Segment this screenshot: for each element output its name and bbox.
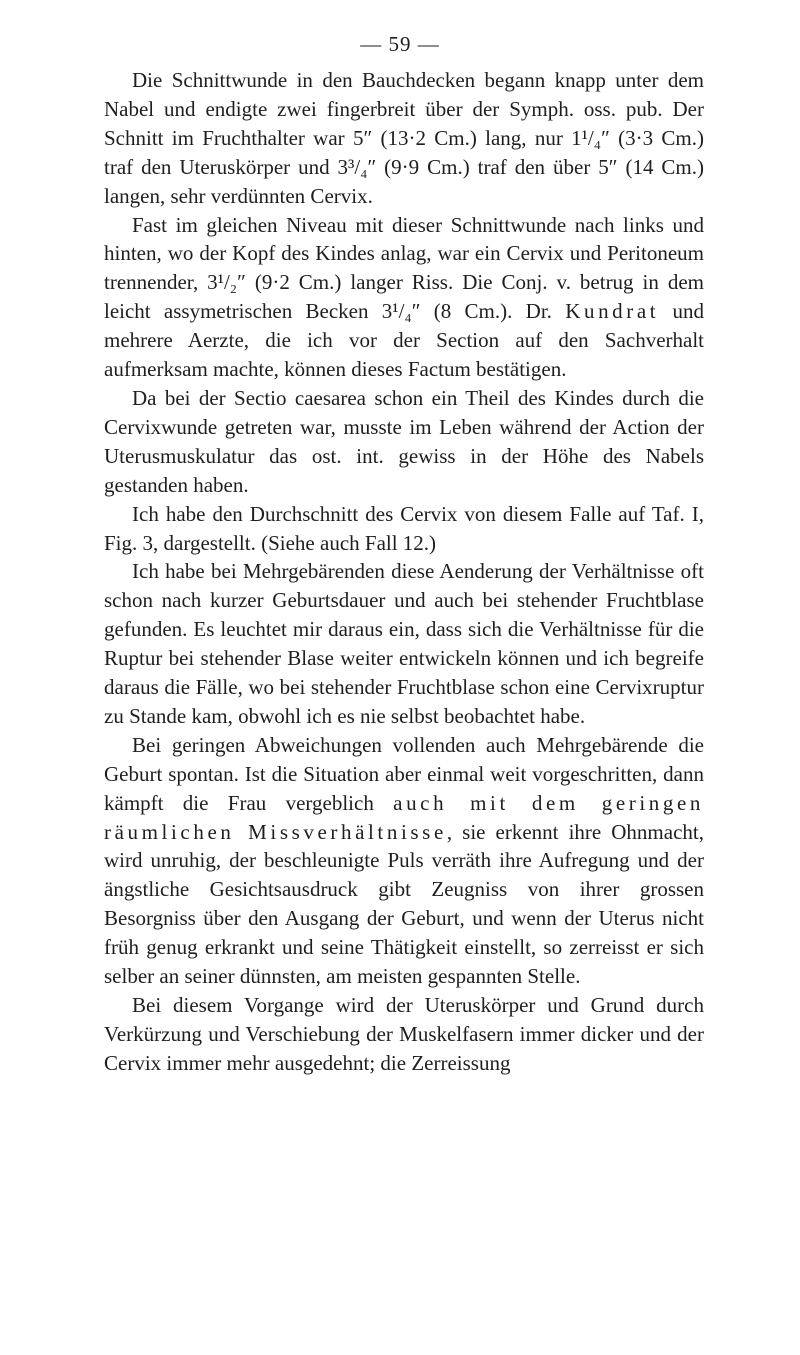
paragraph <box>104 557 704 730</box>
paragraph <box>104 66 704 211</box>
paragraph <box>104 731 704 991</box>
emphasized-phrase: auch mit dem geringen räumlichen Missverhältnisse <box>104 790 704 844</box>
paragraph <box>104 384 704 500</box>
text-run: Bei diesem Vorgange wird der Uteruskörper und Grund durch Verkürzung und Verschiebung der Muskelfasern immer dicker und der Cervix immer mehr ausgedehnt; die Zerreissung <box>104 993 704 1075</box>
emphasized-name: Kundrat <box>565 299 660 324</box>
text-run: und mehrere Aerzte, die ich vor der Section auf den Sachverhalt aufmerksam machte, können dieses Factum bestätigen. <box>104 299 705 382</box>
text-run: , sie erkennt ihre Ohnmacht, wird unruhig, der beschleunigte Puls verräth ihre Aufregung und der ängstliche Gesichtsausdruck gibt Zeugniss von ihrer grossen Besorgniss über den Ausgang der Geburt, und wenn der Uterus nicht früh genug erkrankt und seine Thätigkeit einstellt, so zerreisst er sich selber an seiner dünnsten, am meisten gespannten Stelle. <box>104 819 704 989</box>
text-run: Die Schnittwunde in den Bauchdecken begann knapp unter dem Nabel und endigte zwei fingerbreit über der Symph. oss. pub. Der Schnitt im Fruchthalter war 5″ (13·2 Cm.) lang, nur 1¹/₄″ (3·3 Cm.) traf den Uteruskörper und 3³/₄″ (9·9 Cm.) traf den über 5″ (14 Cm.) langen, sehr verdünnten Cervix. <box>104 68 704 208</box>
text-run: Bei geringen Abweichungen vollenden auch Mehrgebärende die Geburt spontan. Ist die Situation aber einmal weit vorgeschritten, dann kämpft die Frau vergeblich <box>104 732 704 815</box>
text-run: Ich habe bei Mehrgebärenden diese Aenderung der Verhältnisse oft schon nach kurzer Geburtsdauer und auch bei stehender Fruchtblase gefunden. Es leuchtet mir daraus ein, dass sich die Verhältnisse für die Ruptur bei stehender Blase weiter entwickeln können und ich begreife daraus die Fälle, wo bei stehender Fruchtblase schon eine Cervixruptur zu Stande kam, obwohl ich es nie selbst beobachtet habe. <box>104 559 704 728</box>
text-run: Fast im gleichen Niveau mit dieser Schnittwunde nach links und hinten, wo der Kopf des Kindes anlag, war ein Cervix und Peritoneum trennender, 3¹/₂″ (9·2 Cm.) langer Riss. Die Conj. v. betrug in dem leicht assymetrischen Becken 3¹/₄″ (8 Cm.). Dr. <box>104 212 704 324</box>
text-run: Ich habe den Durchschnitt des Cervix von diesem Falle auf Taf. I, Fig. 3, dargestellt. (Siehe auch Fall 12.) <box>104 501 704 555</box>
paragraph <box>104 211 704 384</box>
text-run: Da bei der Sectio caesarea schon ein Theil des Kindes durch die Cervixwunde getreten war, musste im Leben während der Action der Uterusmuskulatur das ost. int. gewiss in der Höhe des Nabels gestanden haben. <box>104 385 704 497</box>
body-text <box>104 66 704 1078</box>
paragraph <box>104 991 704 1078</box>
page-number: — 59 — <box>360 32 440 56</box>
paragraph <box>104 500 704 558</box>
